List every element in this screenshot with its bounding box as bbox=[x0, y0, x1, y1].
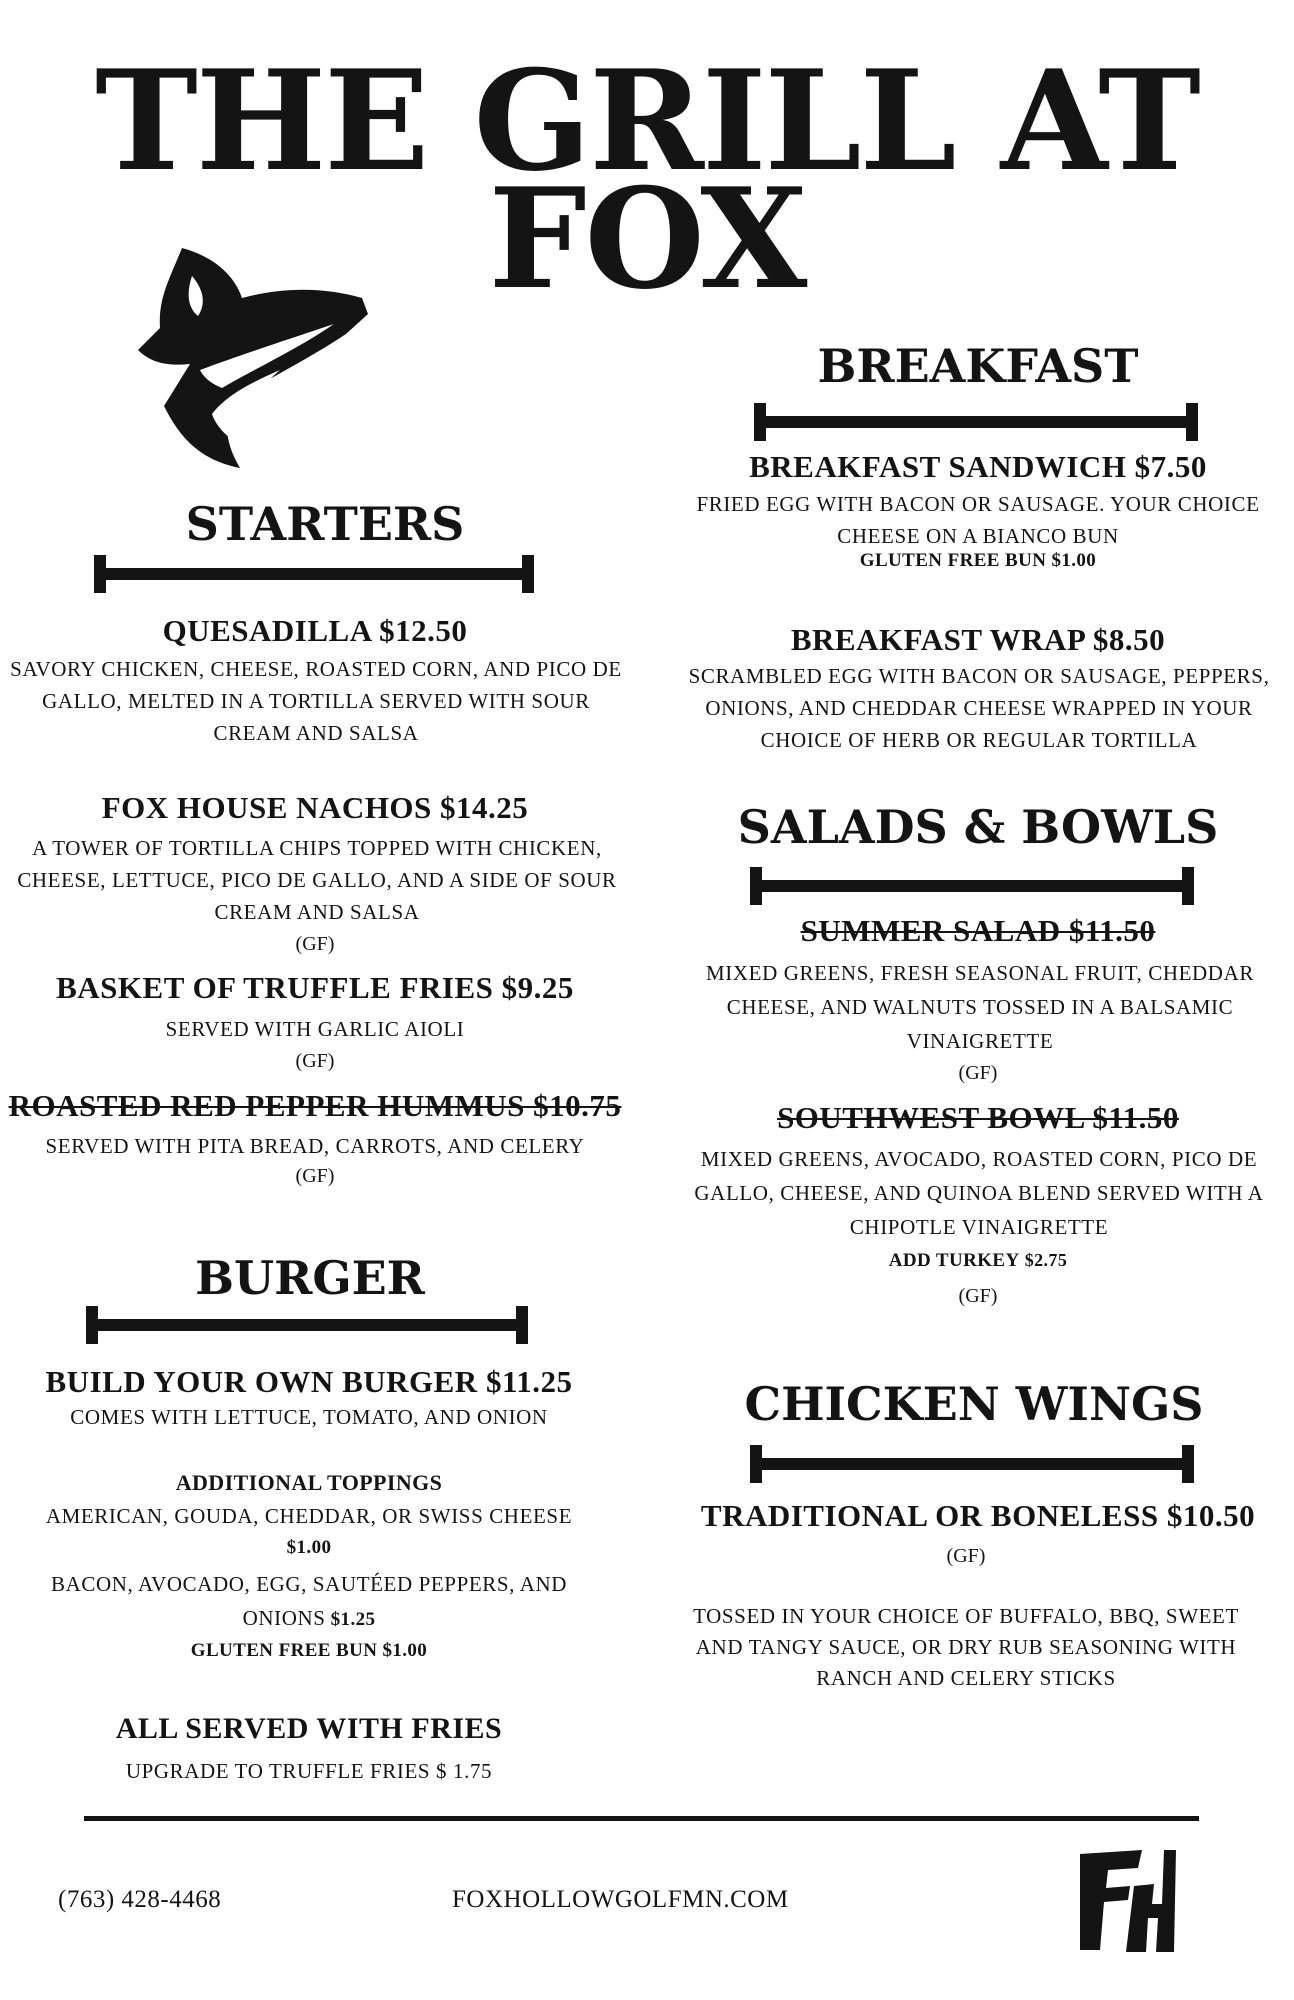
starters-heading: STARTERS bbox=[185, 497, 465, 551]
footer-divider bbox=[84, 1816, 1199, 1821]
fh-logo bbox=[1078, 1848, 1178, 1954]
toppings-heading: ADDITIONAL TOPPINGS bbox=[175, 1470, 443, 1495]
toppings-extras: BACON, AVOCADO, EGG, SAUTÉED PEPPERS, AND bbox=[50, 1572, 568, 1596]
salads-heading: SALADS & BOWLS bbox=[737, 800, 1219, 854]
nachos-gf-tag: (GF) bbox=[295, 933, 335, 955]
add-turkey-line bbox=[668, 1250, 1288, 1272]
fries-upgrade: UPGRADE TO TRUFFLE FRIES $ 1.75 bbox=[125, 1759, 493, 1783]
wings-title: TRADITIONAL OR BONELESS $10.50 bbox=[700, 1498, 1256, 1533]
breakfast-wrap-description: SCRAMBLED EGG WITH BACON OR SAUSAGE, PEPPERS, ONIONS, AND CHEDDAR CHEESE WRAPPED IN YOUR CHOICE OF HERB OR REGULAR TORTILLA bbox=[688, 664, 1270, 752]
burger-divider bbox=[86, 1319, 528, 1331]
burger-gluten-free-bun: GLUTEN FREE BUN $1.00 bbox=[190, 1640, 428, 1661]
toppings-cheese-price: $1.00 bbox=[286, 1537, 332, 1558]
truffle-fries-title: BASKET OF TRUFFLE FRIES $9.25 bbox=[56, 970, 574, 1005]
breakfast-sandwich-description: FRIED EGG WITH BACON OR SAUSAGE. YOUR CHOICE CHEESE ON A BIANCO BUN bbox=[696, 492, 1260, 548]
hummus-title: ROASTED RED PEPPER HUMMUS $10.75 bbox=[8, 1088, 622, 1123]
breakfast-gluten-free-bun: GLUTEN FREE BUN $1.00 bbox=[859, 550, 1097, 571]
hummus-description: SERVED WITH PITA BREAD, CARROTS, AND CELERY bbox=[45, 1134, 585, 1158]
hummus-gf-tag: (GF) bbox=[295, 1165, 335, 1187]
page-title-line2: FOX bbox=[488, 157, 806, 320]
breakfast-divider bbox=[754, 416, 1198, 428]
quesadilla-description: SAVORY CHICKEN, CHEESE, ROASTED CORN, AND PICO DE GALLO, MELTED IN A TORTILLA SERVED WITH SOUR CREAM AND SALSA bbox=[10, 657, 622, 745]
nachos-description: A TOWER OF TORTILLA CHIPS TOPPED WITH CHICKEN, CHEESE, LETTUCE, PICO DE GALLO, AND A SIDE OF SOUR CREAM AND SALSA bbox=[17, 836, 617, 924]
burger-description: COMES WITH LETTUCE, TOMATO, AND ONION bbox=[70, 1405, 548, 1429]
southwest-bowl-gf-tag: (GF) bbox=[958, 1285, 998, 1307]
page-title-line1: THE GRILL AT bbox=[95, 39, 1199, 202]
quesadilla-title: QUESADILLA $12.50 bbox=[162, 613, 468, 648]
summer-salad-description: MIXED GREENS, FRESH SEASONAL FRUIT, CHEDDAR CHEESE, AND WALNUTS TOSSED IN A BALSAMIC VINAIGRETTE bbox=[706, 961, 1254, 1053]
toppings-cheese: AMERICAN, GOUDA, CHEDDAR, OR SWISS CHEESE bbox=[45, 1504, 573, 1528]
burger-heading: BURGER bbox=[195, 1251, 425, 1305]
salads-divider bbox=[750, 880, 1194, 892]
truffle-fries-description: SERVED WITH GARLIC AIOLI bbox=[165, 1017, 465, 1041]
breakfast-sandwich-title: BREAKFAST SANDWICH $7.50 bbox=[749, 449, 1207, 484]
breakfast-heading: BREAKFAST bbox=[817, 339, 1139, 393]
summer-salad-gf-tag: (GF) bbox=[958, 1062, 998, 1084]
fh-monogram-icon bbox=[1078, 1848, 1178, 1954]
wings-heading: CHICKEN WINGS bbox=[744, 1377, 1204, 1431]
toppings-extras-onions: ONIONS bbox=[242, 1606, 326, 1630]
wings-description: TOSSED IN YOUR CHOICE OF BUFFALO, BBQ, SWEET AND TANGY SAUCE, OR DRY RUB SEASONING WITH RANCH AND CELERY STICKS bbox=[693, 1604, 1239, 1690]
footer-phone[interactable]: (763) 428-4468 bbox=[58, 1886, 222, 1913]
footer-website[interactable]: FOXHOLLOWGOLFMN.COM bbox=[452, 1886, 789, 1913]
wings-divider bbox=[750, 1458, 1194, 1470]
burger-title: BUILD YOUR OWN BURGER $11.25 bbox=[45, 1364, 573, 1399]
breakfast-wrap-title: BREAKFAST WRAP $8.50 bbox=[790, 622, 1166, 657]
summer-salad-title: SUMMER SALAD $11.50 bbox=[800, 913, 1156, 948]
wings-gf-tag: (GF) bbox=[946, 1545, 986, 1567]
starters-divider bbox=[94, 568, 534, 580]
southwest-bowl-description: MIXED GREENS, AVOCADO, ROASTED CORN, PICO DE GALLO, CHEESE, AND QUINOA BLEND SERVED WITH A CHIPOTLE VINAIGRETTE bbox=[694, 1147, 1264, 1239]
southwest-bowl-title: SOUTHWEST BOWL $11.50 bbox=[777, 1100, 1179, 1135]
truffle-fries-gf-tag: (GF) bbox=[295, 1050, 335, 1072]
fries-heading: ALL SERVED WITH FRIES bbox=[115, 1712, 503, 1745]
fox-head-icon bbox=[130, 238, 380, 478]
add-turkey-price: $2.75 bbox=[1024, 1250, 1068, 1270]
nachos-title: FOX HOUSE NACHOS $14.25 bbox=[101, 790, 529, 825]
toppings-extras-line bbox=[0, 1602, 618, 1634]
toppings-extras-price: $1.25 bbox=[330, 1609, 376, 1630]
add-turkey-label: ADD TURKEY bbox=[888, 1250, 1020, 1271]
